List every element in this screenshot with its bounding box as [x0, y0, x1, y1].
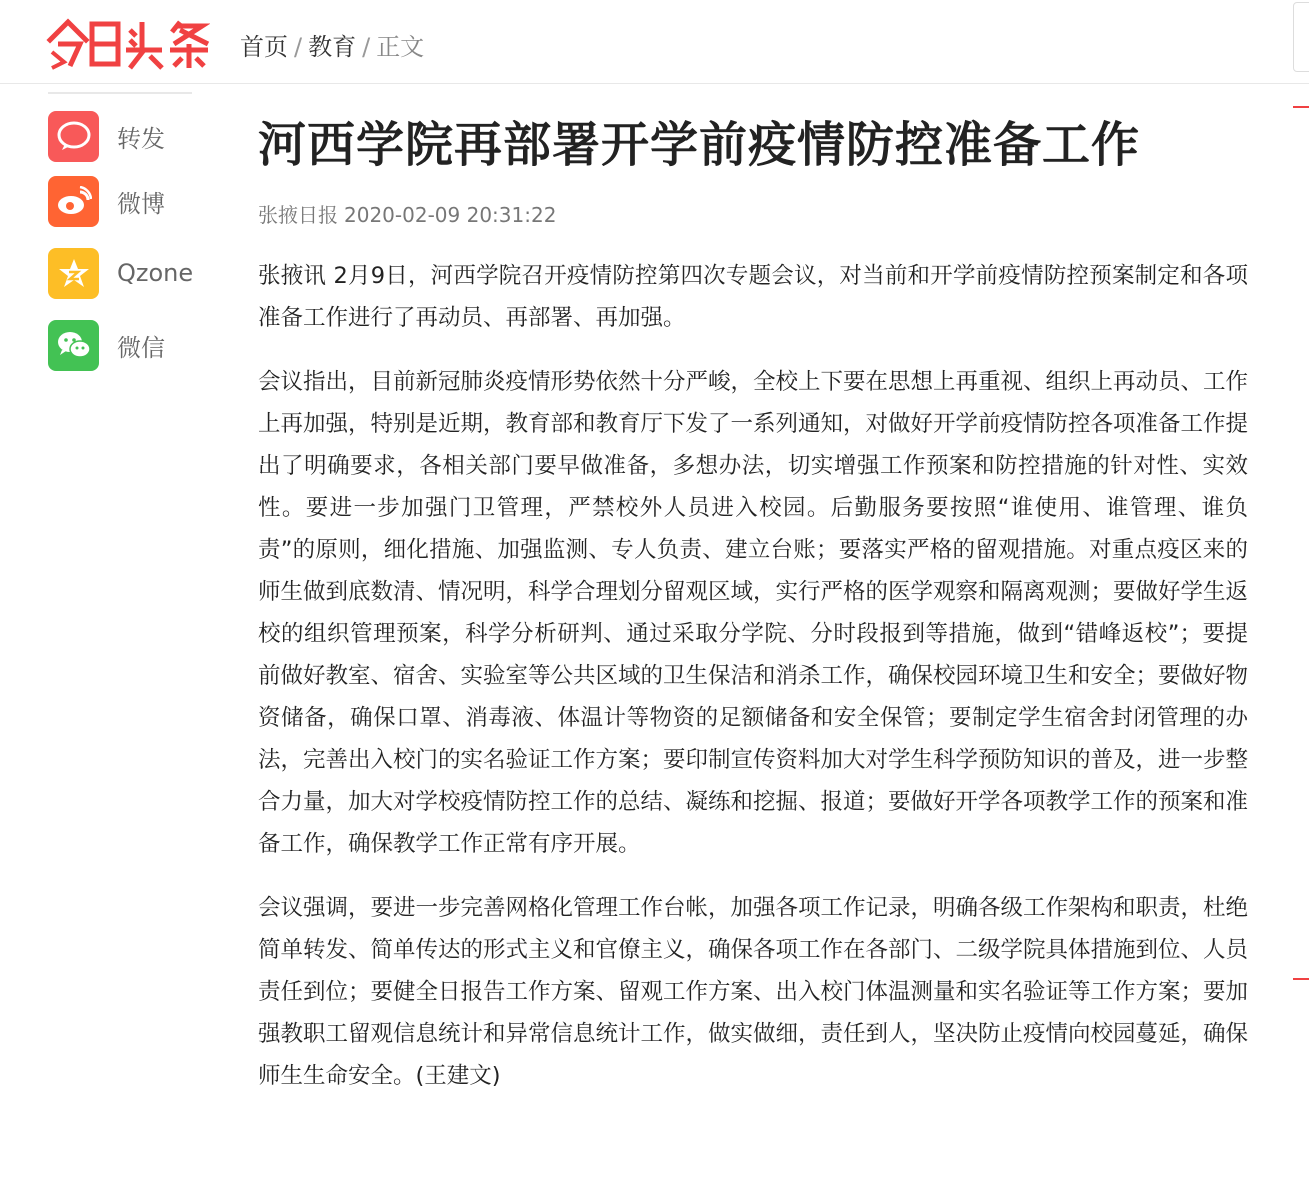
share-weibo-button[interactable]	[48, 175, 228, 227]
sidebar-divider	[48, 92, 192, 94]
comment-bubble-icon	[48, 111, 99, 162]
breadcrumb-home-link[interactable]: 首页	[240, 33, 288, 61]
right-rail-accent	[1293, 978, 1309, 980]
article-datetime: 2020-02-09 20:31:22	[344, 203, 557, 227]
article-paragraph: 张掖讯 2月9日，河西学院召开疫情防控第四次专题会议，对当前和开学前疫情防控预案制定和各项准备工作进行了再动员、再部署、再加强。	[258, 263, 1248, 331]
article-source[interactable]: 张掖日报	[258, 203, 338, 227]
article-title: 河西学院再部署开学前疫情防控准备工作	[258, 117, 1141, 173]
article-body	[258, 255, 1248, 1097]
qzone-star-icon	[48, 248, 99, 299]
breadcrumb-separator: /	[294, 33, 303, 61]
wechat-icon	[48, 320, 99, 371]
article-tag-bar	[258, 1176, 1248, 1187]
breadcrumb-current: 正文	[376, 33, 425, 61]
toutiao-logo[interactable]	[46, 18, 210, 70]
breadcrumb-category-link[interactable]: 教育	[308, 33, 357, 61]
article	[258, 110, 1248, 1119]
toutiao-logo-mark	[46, 18, 210, 70]
weibo-icon	[48, 176, 99, 227]
article-meta	[258, 199, 1248, 228]
article-paragraph: 会议指出，目前新冠肺炎疫情形势依然十分严峻，全校上下要在思想上再重视、组织上再动员、工作上再加强，特别是近期，教育部和教育厅下发了一系列通知，对做好开学前疫情防控各项准备工作提出了明确要求，各相关部门要早做准备，多想办法，切实增强工作预案和防控措施的针对性、实效性。要进一步加强门卫管理，严禁校外人员进入校园。后勤服务要按照“谁使用、谁管理、谁负责”的原则，细化措施、加强监测、专人负责、建立台账；要落实严格的留观措施。对重点疫区来的师生做到底数清、情况明，科学合理划分留观区域，实行严格的医学观察和隔离观测；要做好学生返校的组织管理预案，科学分析研判、通过采取分学院、分时段报到等措施，做到“错峰返校”；要提前做好教室、宿舍、实验室等公共区域的卫生保洁和消杀工作，确保校园环境卫生和安全；要做好物资储备，确保口罩、消毒液、体温计等物资的足额储备和安全保管；要制定学生宿舍封闭管理的办法，完善出入校门的实名验证工作方案；要印制宣传资料加大对学生科学预防知识的普及，进一步整合力量，加大对学校疫情防控工作的总结、凝练和挖掘、报道；要做好开学各项教学工作的预案和准备工作，确保教学工作正常有序开展。	[258, 369, 1249, 857]
breadcrumb-separator: /	[362, 33, 371, 61]
share-weibo-label: 微博	[117, 189, 165, 218]
article-paragraph: 会议强调，要进一步完善网格化管理工作台帐，加强各项工作记录，明确各级工作架构和职责，杜绝简单转发、简单传达的形式主义和官僚主义，确保各项工作在各部门、二级学院具体措施到位、人员责任到位；要健全日报告工作方案、留观工作方案、出入校门体温测量和实名验证等工作方案；要加强教职工留观信息统计和异常信息统计工作，做实做细，责任到人，坚决防止疫情向校园蔓延，确保师生生命安全。(王建文)	[258, 895, 1249, 1089]
top-header	[0, 0, 1309, 84]
share-repost-label: 转发	[117, 124, 165, 153]
breadcrumb	[240, 27, 424, 62]
share-repost-button[interactable]	[48, 110, 228, 162]
search-box-edge[interactable]	[1293, 2, 1309, 72]
share-wechat-button[interactable]	[48, 319, 228, 371]
share-wechat-label: 微信	[117, 333, 165, 362]
right-rail-accent	[1293, 106, 1309, 108]
share-qzone-button[interactable]	[48, 247, 228, 299]
share-qzone-label: Qzone	[117, 259, 194, 287]
